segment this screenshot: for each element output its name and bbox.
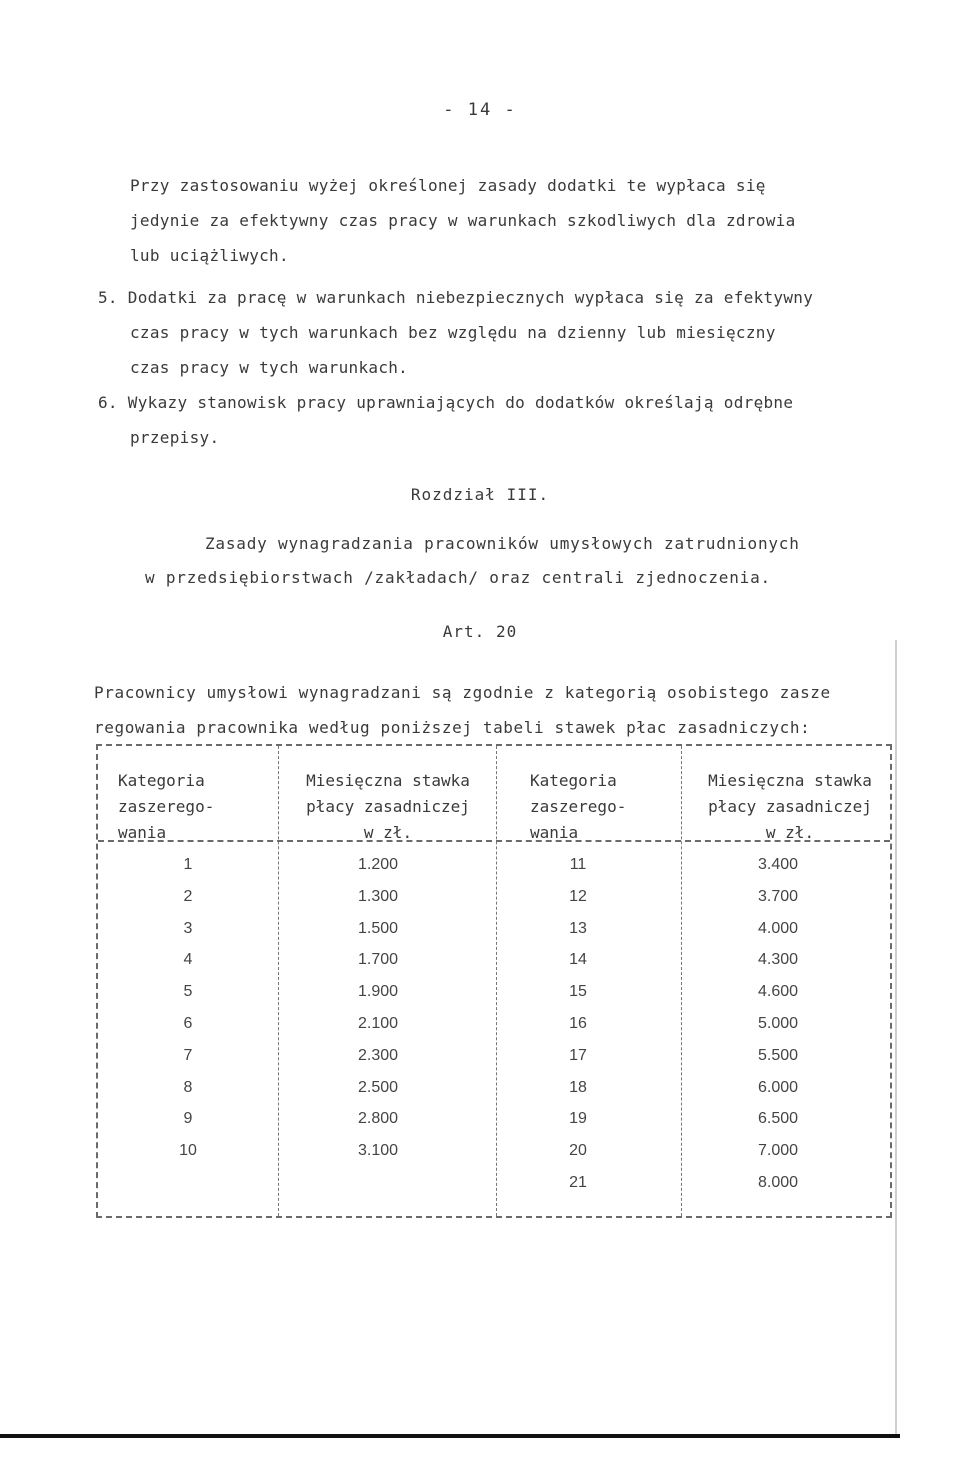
chapter-subtitle-line: Zasady wynagradzania pracowników umysłowych zatrudnionych	[205, 534, 800, 553]
chapter-heading: Rozdział III.	[410, 485, 550, 504]
header-text: w zł.	[765, 823, 815, 842]
table-cell-stawka2: 5.500	[757, 1046, 799, 1064]
table-cell-stawka2: 4.000	[757, 919, 799, 937]
table-cell-stawka2: 6.500	[757, 1110, 799, 1128]
item-5-line: 5. Dodatki za pracę w warunkach niebezpiecznych wypłaca się za efektywny	[98, 288, 814, 307]
item-6-line: przepisy.	[130, 428, 220, 447]
table-cell-stawka2: 3.700	[757, 887, 799, 905]
table-cell-stawka2: 6.000	[757, 1078, 799, 1096]
table-cell-kat1: 2	[183, 887, 193, 905]
table-cell-kat1: 3	[183, 919, 193, 937]
table-cell-kat2: 17	[569, 1046, 587, 1064]
table-cell-stawka1: 1.200	[357, 856, 399, 873]
table-cell-kat1: 4	[183, 951, 193, 969]
table-cell-stawka2: 3.400	[757, 856, 799, 873]
table-cell-stawka2: 4.300	[757, 951, 799, 969]
header-text: zaszerego-	[118, 797, 215, 816]
table-cell-kat2: 20	[569, 1142, 587, 1160]
article-heading: Art. 20	[442, 622, 518, 641]
table-cell-kat2: 12	[569, 887, 587, 905]
header-text: płacy zasadniczej	[708, 797, 872, 816]
header-stawka-2	[692, 768, 888, 846]
column-divider	[681, 746, 682, 1216]
chapter-subtitle-line: w przedsiębiorstwach /zakładach/ oraz centrali zjednoczenia.	[145, 568, 771, 587]
article-line: Pracownicy umysłowi wynagradzani są zgodnie z kategorią osobistego zasze	[94, 683, 831, 702]
item-5-paragraph	[98, 280, 878, 385]
header-text: wania	[118, 823, 167, 842]
header-kategoria-1	[118, 768, 214, 846]
table-cell-stawka1: 1.900	[357, 983, 399, 1001]
table-cell-kat2: 19	[569, 1110, 587, 1128]
table-cell-kat2: 11	[569, 856, 587, 873]
header-stawka-1	[288, 768, 488, 846]
intro-line: lub uciążliwych.	[130, 246, 289, 265]
table-cell-stawka1: 3.100	[357, 1142, 399, 1160]
item-5-line: czas pracy w tych warunkach.	[130, 358, 409, 377]
table-cell-kat2: 16	[569, 1015, 587, 1032]
item-5-line: czas pracy w tych warunkach bez względu na dzienny lub miesięczny	[130, 323, 776, 342]
header-text: Kategoria	[118, 771, 205, 790]
table-cell-kat1: 9	[183, 1110, 193, 1128]
table-cell-stawka2: 4.600	[757, 983, 799, 1001]
header-text: w zł.	[363, 823, 413, 842]
column-divider	[278, 746, 279, 1216]
table-cell-kat2: 21	[569, 1174, 587, 1191]
header-text: zaszerego-	[530, 797, 627, 816]
table-cell-kat1: 10	[179, 1142, 197, 1160]
salary-table	[96, 744, 892, 1218]
header-text: płacy zasadniczej	[306, 797, 470, 816]
item-6-line: 6. Wykazy stanowisk pracy uprawniających do dodatków określają odrębne	[98, 393, 794, 412]
bottom-scan-border	[0, 1434, 900, 1438]
table-cell-stawka1: 1.700	[357, 951, 399, 969]
intro-line: jedynie za efektywny czas pracy w warunkach szkodliwych dla zdrowia	[130, 211, 796, 230]
table-cell-stawka2: 5.000	[757, 1015, 799, 1032]
table-cell-stawka1: 2.100	[357, 1015, 399, 1032]
table-cell-kat2: 13	[569, 919, 587, 937]
table-cell-kat1: 5	[183, 983, 193, 1001]
table-cell-stawka2: 7.000	[757, 1142, 799, 1160]
article-paragraph	[94, 675, 874, 745]
header-kategoria-2	[530, 768, 626, 846]
table-cell-stawka1: 1.500	[357, 919, 399, 937]
intro-line: Przy zastosowaniu wyżej określonej zasady dodatki te wypłaca się	[130, 176, 766, 195]
header-text: Miesięczna stawka	[306, 771, 470, 790]
table-cell-kat2: 14	[569, 951, 587, 969]
chapter-subtitle	[145, 527, 800, 595]
table-cell-kat1: 8	[183, 1078, 193, 1096]
header-text: Miesięczna stawka	[708, 771, 872, 790]
page-number: - 14 -	[443, 100, 517, 120]
table-cell-stawka1: 2.500	[357, 1078, 399, 1096]
table-cell-stawka1: 1.300	[357, 887, 399, 905]
table-cell-stawka1: 2.800	[357, 1110, 399, 1128]
item-6-paragraph	[98, 385, 878, 455]
table-cell-kat1: 1	[183, 856, 193, 873]
table-cell-kat1: 6	[183, 1015, 193, 1032]
table-cell-kat2: 15	[569, 983, 587, 1001]
header-text: wania	[530, 823, 579, 842]
header-text: Kategoria	[530, 771, 617, 790]
column-divider	[496, 746, 497, 1216]
table-cell-stawka1: 2.300	[357, 1046, 399, 1064]
intro-paragraph	[130, 168, 910, 273]
table-cell-stawka2: 8.000	[757, 1174, 799, 1191]
table-cell-kat2: 18	[569, 1078, 587, 1096]
page-edge-shadow	[895, 640, 897, 1436]
article-line: regowania pracownika według poniższej tabeli stawek płac zasadniczych:	[94, 718, 811, 737]
table-cell-kat1: 7	[183, 1046, 193, 1064]
